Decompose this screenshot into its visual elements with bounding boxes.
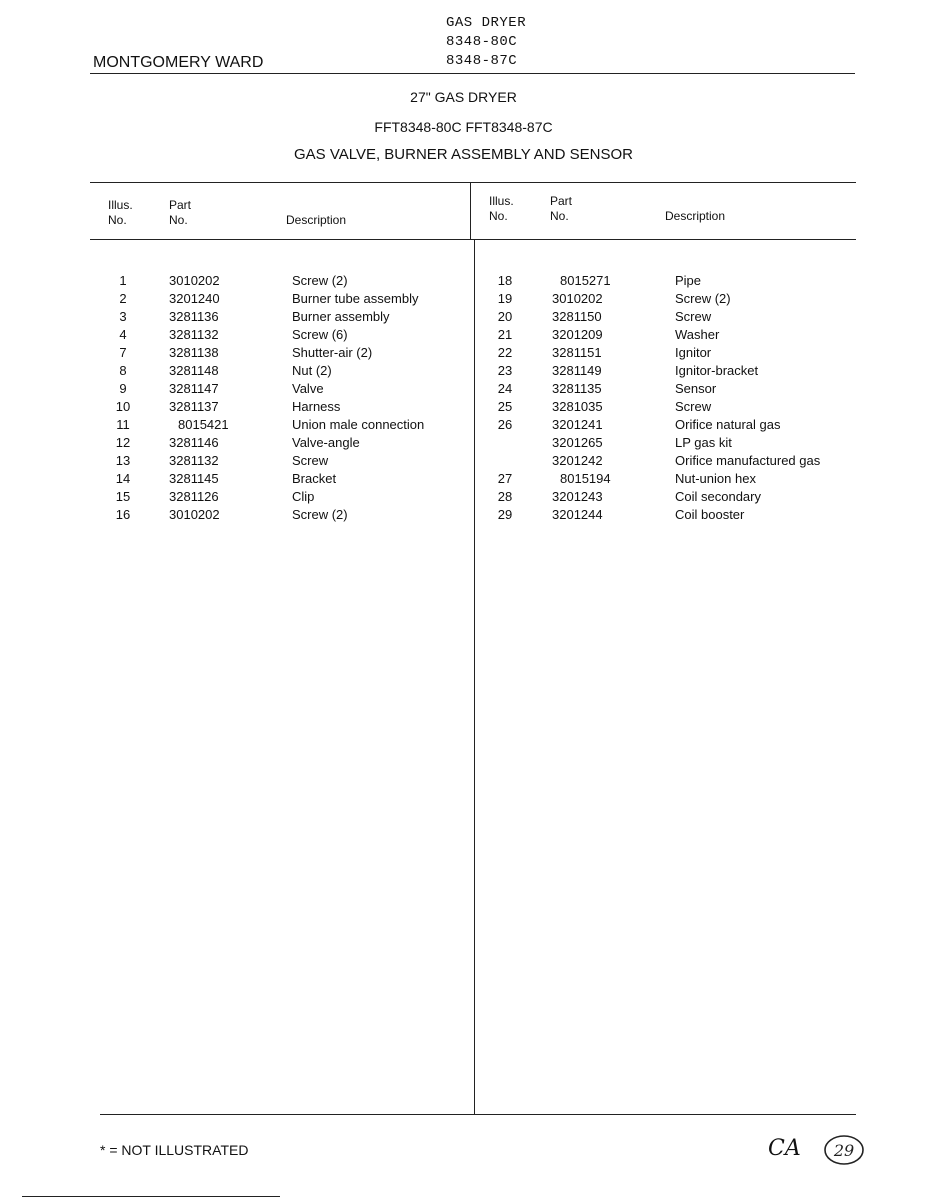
part-number: 3201265 — [552, 435, 603, 450]
column-divider — [474, 240, 475, 1115]
left-illus-header — [108, 198, 133, 228]
part-description: Screw — [675, 309, 712, 324]
bottom-edge-rule — [22, 1196, 280, 1197]
part-description: Screw — [675, 399, 712, 414]
part-description: Bracket — [292, 471, 337, 486]
model-line-title: GAS DRYER — [446, 15, 527, 31]
part-description: Clip — [292, 489, 315, 504]
not-illustrated-note: * = NOT ILLUSTRATED — [100, 1142, 249, 1158]
part-number: 3281147 — [169, 381, 219, 396]
part-number: 3281132 — [169, 453, 219, 468]
brand-name: MONTGOMERY WARD — [93, 54, 264, 71]
illus-number: 12 — [115, 435, 131, 450]
part-number: 3010202 — [169, 273, 220, 288]
part-number: 3281135 — [552, 381, 602, 396]
part-description: Orifice manufactured gas — [675, 453, 821, 468]
part-description: Sensor — [675, 381, 717, 396]
handwritten-initials: CA — [768, 1136, 801, 1161]
part-description: LP gas kit — [675, 435, 732, 450]
circled-mark-text: 29 — [833, 1141, 855, 1160]
part-description: Coil booster — [675, 507, 745, 522]
part-number: 3201243 — [552, 489, 603, 504]
illus-number: 28 — [497, 489, 513, 504]
part-number: 8015194 — [560, 471, 611, 486]
model-header — [446, 14, 526, 71]
illus-number: 2 — [119, 291, 127, 306]
part-number: 3201241 — [552, 417, 603, 432]
part-number: 8015271 — [560, 273, 611, 288]
part-description: Ignitor-bracket — [675, 363, 759, 378]
section-title: GAS VALVE, BURNER ASSEMBLY AND SENSOR — [293, 146, 633, 163]
part-description: Ignitor — [675, 345, 712, 360]
part-description: Screw (2) — [675, 291, 731, 306]
illus-number: 22 — [497, 345, 513, 360]
part-number: 3281126 — [169, 489, 219, 504]
illus-number: 26 — [497, 417, 513, 432]
column-divider-header — [470, 182, 471, 240]
part-description: Orifice natural gas — [675, 417, 781, 432]
part-description: Valve-angle — [292, 435, 360, 450]
part-description: Nut (2) — [292, 363, 332, 378]
illus-number: 14 — [115, 471, 131, 486]
illus-number: 25 — [497, 399, 513, 414]
right-part-header — [550, 194, 572, 224]
part-number: 3201244 — [552, 507, 603, 522]
illus-number: 11 — [116, 417, 130, 432]
part-number: 3281137 — [169, 399, 219, 414]
part-number: 3281151 — [552, 345, 602, 360]
table-header-rule — [90, 239, 856, 240]
part-description: Screw (6) — [292, 327, 348, 342]
part-header-line1: Part — [550, 194, 573, 208]
circled-page-mark — [822, 1132, 868, 1168]
model-line-2: 8348-87C — [446, 53, 518, 69]
part-number: 3281145 — [169, 471, 219, 486]
part-number: 3281149 — [552, 363, 602, 378]
part-description: Burner tube assembly — [292, 291, 419, 306]
part-header-line2: No. — [550, 209, 569, 223]
illus-number: 10 — [115, 399, 131, 414]
illus-number: 7 — [119, 345, 127, 360]
right-illus-header — [489, 194, 514, 224]
part-number: 3281148 — [169, 363, 219, 378]
table-bottom-rule — [100, 1114, 856, 1115]
illus-number: 3 — [119, 309, 127, 324]
illus-number: 9 — [119, 381, 127, 396]
part-description: Nut-union hex — [675, 471, 756, 486]
model-line-1: 8348-80C — [446, 34, 518, 50]
illus-number: 18 — [497, 273, 513, 288]
illus-number: 21 — [497, 327, 513, 342]
illus-number: 13 — [115, 453, 131, 468]
illus-header-line2: No. — [489, 209, 508, 223]
circled-mark-icon — [822, 1132, 868, 1168]
part-header-line1: Part — [169, 198, 192, 212]
part-description: Screw (2) — [292, 273, 348, 288]
illus-number: 20 — [497, 309, 513, 324]
illus-number: 1 — [119, 273, 127, 288]
illus-number: 24 — [497, 381, 513, 396]
part-number: 8015421 — [178, 417, 229, 432]
part-number: 3201242 — [552, 453, 603, 468]
part-header-line2: No. — [169, 213, 188, 227]
illus-header-line1: Illus. — [108, 198, 133, 212]
table-top-rule — [90, 182, 856, 183]
part-number: 3201240 — [169, 291, 220, 306]
left-description-header: Description — [286, 213, 347, 227]
illus-number: 8 — [119, 363, 127, 378]
right-description-header: Description — [665, 209, 726, 223]
part-description: Burner assembly — [292, 309, 390, 324]
part-number: 3281146 — [169, 435, 219, 450]
part-description: Washer — [675, 327, 720, 342]
illus-number: 27 — [497, 471, 513, 486]
part-number: 3281035 — [552, 399, 603, 414]
part-description: Valve — [292, 381, 324, 396]
part-number: 3281136 — [169, 309, 219, 324]
part-description: Harness — [292, 399, 341, 414]
left-part-header — [169, 198, 191, 228]
part-number: 3010202 — [552, 291, 603, 306]
illus-number: 16 — [115, 507, 131, 522]
model-numbers: FFT8348-80C FFT8348-87C — [374, 119, 553, 135]
illus-number: 19 — [497, 291, 513, 306]
illus-number: 15 — [115, 489, 131, 504]
illus-number: 29 — [497, 507, 513, 522]
part-description: Screw — [292, 453, 329, 468]
part-description: Coil secondary — [675, 489, 761, 504]
part-number: 3281150 — [552, 309, 602, 324]
illus-number: 4 — [119, 327, 127, 342]
part-description: Pipe — [675, 273, 702, 288]
illus-header-line2: No. — [108, 213, 127, 227]
header-rule — [90, 73, 855, 74]
part-description: Screw (2) — [292, 507, 348, 522]
illus-header-line1: Illus. — [489, 194, 514, 208]
part-number: 3010202 — [169, 507, 220, 522]
part-number: 3281138 — [169, 345, 219, 360]
product-title: 27" GAS DRYER — [410, 89, 517, 105]
part-number: 3201209 — [552, 327, 603, 342]
part-number: 3281132 — [169, 327, 219, 342]
illus-number: 23 — [497, 363, 513, 378]
part-description: Union male connection — [292, 417, 425, 432]
part-description: Shutter-air (2) — [292, 345, 373, 360]
